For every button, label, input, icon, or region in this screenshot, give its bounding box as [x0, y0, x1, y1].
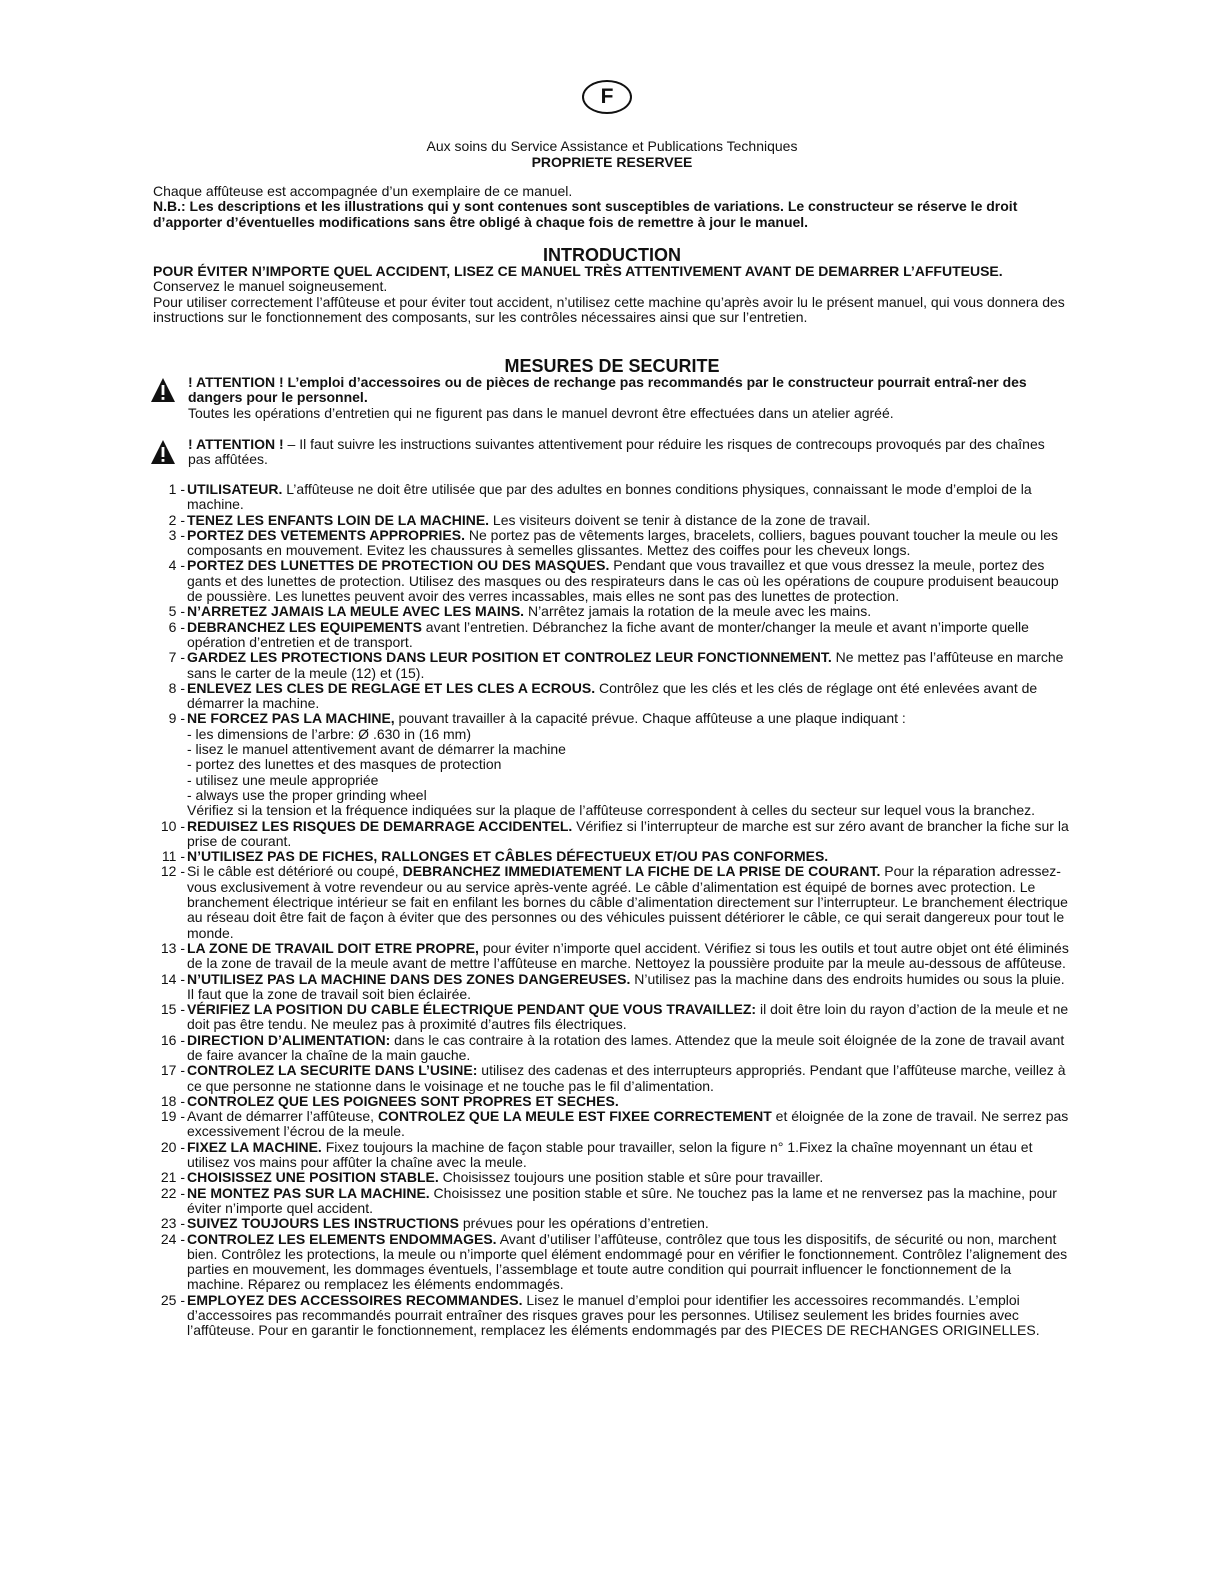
warning-1-text [188, 375, 1068, 421]
rule-number: 24 - [160, 1230, 185, 1247]
rule-number: 25 - [160, 1291, 185, 1308]
rule-heading: N’ARRETEZ JAMAIS LA MEULE AVEC LES MAINS. [187, 603, 525, 620]
nb-note: N.B.: Les descriptions et les illustrations qui y sont contenues sont susceptibles de variations. Le constructeur se réserve le droit d’apporter d’éventuelles modifications sans être obligé à chaque fois de remettre à jour le manuel. [153, 198, 1018, 230]
introduction-warning: POUR ÉVITER N’IMPORTE QUEL ACCIDENT, LISEZ CE MANUEL TRÈS ATTENTIVEMENT AVANT DE DEMARRER L’AFFUTEUSE. [153, 263, 1003, 279]
rule-heading: GARDEZ LES PROTECTIONS DANS LEUR POSITION ET CONTROLEZ LEUR FONCTIONNEMENT. [187, 649, 832, 666]
rule-number: 5 - [168, 603, 185, 620]
rule-item [150, 1140, 1070, 1171]
rule-text: Fixez toujours la machine de façon stable pour travailler, selon la figure n° 1.Fixez la chaîne moyennant un étau et utilisez vos mains pour affûter la chaîne avec la meule. [187, 1138, 1033, 1171]
rule-number: 23 - [160, 1215, 185, 1232]
rule-heading: VÉRIFIEZ LA POSITION DU CABLE ÉLECTRIQUE PENDANT QUE VOUS TRAVAILLEZ: [187, 1001, 757, 1018]
rule-heading: LA ZONE DE TRAVAIL DOIT ETRE PROPRE, [187, 939, 479, 956]
rule-number: 6 - [168, 618, 185, 635]
warning-2-text [188, 437, 1068, 468]
rule-heading: N’UTILISEZ PAS LA MACHINE DANS DES ZONES DANGEREUSES. [187, 970, 631, 987]
rule-heading: ENLEVEZ LES CLES DE REGLAGE ET LES CLES A ECROUS. [187, 679, 596, 696]
rule-text: dans le cas contraire à la rotation des lames. Attendez que la meule soit éloignée de la zone de travail avant de faire avancer la chaîne de la main gauche. [187, 1031, 1065, 1063]
rule-heading: CONTROLEZ QUE LES POIGNEES SONT PROPRES ET SECHES. [187, 1092, 619, 1109]
introduction-title: INTRODUCTION [543, 245, 681, 265]
rule-item [150, 972, 1070, 1003]
rule-heading: N’UTILISEZ PAS DE FICHES, RALLONGES ET CÂBLES DÉFECTUEUX ET/OU PAS CONFORMES. [187, 848, 829, 865]
warning-2-body: – Il faut suivre les instructions suivantes attentivement pour réduire les risques de contrecoups provoqués par des chaînes pas affûtées. [188, 436, 1045, 468]
rule-number: 15 - [160, 1001, 185, 1018]
rule-item [150, 1094, 1070, 1109]
rule-number: 19 - [160, 1108, 185, 1125]
rule-sub-item: - lisez le manuel attentivement avant de démarrer la machine [187, 741, 566, 758]
rule-item [150, 1170, 1070, 1185]
safety-title: MESURES DE SECURITE [504, 356, 720, 376]
warning-1-body: Toutes les opérations d’entretien qui ne figurent pas dans le manuel devront être effectuées dans un atelier agréé. [188, 404, 894, 421]
rule-lead-text: Avant de démarrer l’affûteuse, [187, 1108, 378, 1125]
rule-item [150, 1186, 1070, 1217]
rule-number: 17 - [160, 1062, 185, 1079]
rule-number: 10 - [160, 817, 185, 834]
rule-heading: EMPLOYEZ DES ACCESSOIRES RECOMMANDES. [187, 1291, 523, 1308]
rule-lead-text: Si le câble est détérioré ou coupé, [187, 863, 403, 880]
rule-heading: REDUISEZ LES RISQUES DE DEMARRAGE ACCIDENTEL. [187, 817, 573, 834]
rule-text: L’affûteuse ne doit être utilisée que par des adultes en bonnes conditions physiques, connaissant le mode d’emploi de la machine. [187, 481, 1032, 513]
language-badge [582, 80, 632, 114]
rule-item [150, 711, 1070, 818]
rule-heading: CONTROLEZ LA SECURITE DANS L’USINE: [187, 1062, 478, 1079]
rule-heading: PORTEZ DES LUNETTES DE PROTECTION OU DES MASQUES. [187, 557, 610, 574]
rule-item [150, 681, 1070, 712]
rule-item [150, 528, 1070, 559]
rule-heading: SUIVEZ TOUJOURS LES INSTRUCTIONS [187, 1215, 459, 1232]
rule-number: 8 - [168, 679, 185, 696]
rule-heading: PORTEZ DES VETEMENTS APPROPRIES. [187, 526, 465, 543]
rule-number: 2 - [168, 511, 185, 528]
rule-item [150, 941, 1070, 972]
rule-sub-item: - utilisez une meule appropriée [187, 771, 379, 788]
introduction-block [153, 264, 1068, 325]
rule-number: 16 - [160, 1031, 185, 1048]
rule-item [150, 482, 1070, 513]
rule-text: Pour la réparation adressez-vous exclusivement à votre revendeur ou au service après-vente agréé. Le câble d’alimentation est équipé de bornes avec protection. Le branchement électrique intérieur se fait en enfilant les bornes du câble d’alimentation directement sur l’interrupteur. Le branchement électrique au réseau doit être fait de façon à éviter que des personnes ou des véhicules puissent détériorer le câble, ce qui serait dangereux pour tout le monde. [187, 863, 1068, 941]
warning-1-bold: ! ATTENTION ! L’emploi d’accessoires ou de pièces de rechange pas recommandés par le constructeur pourrait entraî-ner des dangers pour le personnel. [188, 374, 1027, 406]
rule-heading: FIXEZ LA MACHINE. [187, 1138, 322, 1155]
rule-item [150, 1002, 1070, 1033]
rule-text: pouvant travailler à la capacité prévue. Chaque affûteuse a une plaque indiquant : [394, 710, 906, 727]
rule-number: 12 - [160, 863, 185, 880]
rule-number: 21 - [160, 1169, 185, 1186]
rule-text: il doit être loin du rayon d’action de la meule et ne doit pas être tendu. Ne meulez pas à proximité d’autres fils électriques. [187, 1001, 1069, 1033]
rule-text: N’utilisez pas la machine dans des endroits humides ou sous la pluie. Il faut que la zone de travail soit bien éclairée. [187, 970, 1065, 1002]
introduction-keep: Conservez le manuel soigneusement. [153, 278, 388, 295]
department-line: Aux soins du Service Assistance et Publications Techniques [426, 138, 798, 154]
rule-text: Lisez le manuel d’emploi pour identifier les accessoires recommandés. L’emploi d’accessoires pas recommandés pourrait entraîner des risques graves pour les personnes. Utilisez seulement les brides fournies avec l’affûteuse. Pour en garantir le fonctionnement, remplacez les éléments endommagés par des PIECES DE RECHANGES ORIGINELLES. [187, 1291, 1040, 1339]
rule-text: Ne portez pas de vêtements larges, bracelets, colliers, bagues pouvant toucher la meule ou les composants en mouvement. Evitez les chaussures à semelles glissantes. Mettez des coiffes pour les cheveux longs. [187, 526, 1058, 559]
rule-heading: CHOISISSEZ UNE POSITION STABLE. [187, 1169, 439, 1186]
rule-number: 13 - [160, 939, 185, 956]
rule-item [150, 558, 1070, 604]
rule-sub-item: - les dimensions de l’arbre: Ø .630 in (16 mm) [187, 725, 471, 742]
rule-text: utilisez des cadenas et des interrupteurs appropriés. Pendant que l’affûteuse marche, veillez à ce que personne ne stationne dans le voisinage et ne touche pas le fil d’alimentation. [187, 1062, 1066, 1094]
introduction-body: Pour utiliser correctement l’affûteuse et pour éviter tout accident, n’utilisez cette machine qu’après avoir lu le présent manuel, qui vous donnera des instructions sur le fonctionnement des composants, sur les contrôles nécessaires ainsi que sur l’entretien. [153, 293, 1065, 325]
rule-number: 4 - [168, 557, 185, 574]
rule-sub-item: - portez des lunettes et des masques de protection [187, 756, 502, 773]
rule-number: 1 - [168, 481, 185, 497]
rule-heading: CONTROLEZ LES ELEMENTS ENDOMMAGES. [187, 1230, 497, 1247]
rule-item [150, 1232, 1070, 1293]
warning-triangle-icon [150, 439, 176, 465]
rule-item [150, 1109, 1070, 1140]
warning-2-bold: ! ATTENTION ! [188, 436, 284, 452]
language-letter: F [600, 85, 614, 108]
rule-item [150, 1033, 1070, 1064]
intro-note-block [153, 184, 1068, 230]
reserved-notice: PROPRIETE RESERVEE [531, 154, 693, 170]
intro-note: Chaque affûteuse est accompagnée d’un exemplaire de ce manuel. [153, 183, 573, 199]
rule-item [150, 650, 1070, 681]
rule-number: 20 - [160, 1138, 185, 1155]
rule-text: Pendant que vous travaillez et que vous dressez la meule, portez des gants et des lunettes de protection. Utilisez des masques ou des respirateurs dans le cas où les opérations de coupure produisent beaucoup de poussière. Les lunettes peuvent avoir des verres incassables, mais elles ne sont pas des lunettes de protection. [187, 557, 1059, 605]
rule-text: et éloignée de la zone de travail. Ne serrez pas excessivement l’écrou de la meule. [187, 1108, 1069, 1140]
rule-number: 11 - [161, 848, 185, 865]
rule-text: Les visiteurs doivent se tenir à distance de la zone de travail. [489, 511, 871, 528]
rule-text: prévues pour les opérations d’entretien. [459, 1215, 709, 1232]
rule-item [150, 1216, 1070, 1231]
rule-item [150, 513, 1070, 528]
rule-item [150, 819, 1070, 850]
rule-item [150, 604, 1070, 619]
rule-heading: NE MONTEZ PAS SUR LA MACHINE. [187, 1184, 430, 1201]
rule-text: Ne mettez pas l’affûteuse en marche sans le carter de la meule (12) et (15). [187, 649, 1064, 681]
rule-heading: NE FORCEZ PAS LA MACHINE, [187, 710, 395, 727]
rule-text: Vérifiez si l’interrupteur de marche est sur zéro avant de brancher la fiche sur la prise de courant. [187, 817, 1069, 849]
rule-heading: DEBRANCHEZ LES EQUIPEMENTS [187, 618, 422, 635]
rule-item [150, 864, 1070, 940]
rule-item [150, 1063, 1070, 1094]
rule-number: 9 - [168, 710, 185, 727]
rule-item [150, 849, 1070, 864]
warning-triangle-icon [150, 377, 176, 403]
rule-heading: UTILISATEUR. [187, 481, 283, 497]
rule-heading: CONTROLEZ QUE LA MEULE EST FIXEE CORRECTEMENT [377, 1108, 772, 1125]
safety-rules-list [150, 482, 1070, 1339]
rule-number: 7 - [168, 649, 185, 666]
rule-text: pour éviter n’importe quel accident. Vérifiez si tous les outils et tout autre objet ont été éliminés de la zone de travail de la meule avant de mettre l’affûteuse en marche. Nettoyez la poussière produite par la meule au-dessous de affûteuse. [187, 939, 1069, 972]
rule-number: 3 - [168, 526, 185, 543]
rule-sub-item: Vérifiez si la tension et la fréquence indiquées sur la plaque de l’affûteuse correspondent à celles du secteur sur lequel vous la branchez. [187, 802, 1036, 819]
rule-item [150, 1293, 1070, 1339]
rule-heading: TENEZ LES ENFANTS LOIN DE LA MACHINE. [187, 511, 490, 528]
rule-sub-item: - always use the proper grinding wheel [187, 786, 427, 803]
rule-text: Choisissez toujours une position stable et sûre pour travailler. [438, 1169, 824, 1186]
rule-number: 18 - [160, 1092, 185, 1109]
rule-number: 14 - [160, 970, 185, 987]
rule-text: N’arrêtez jamais la rotation de la meule avec les mains. [524, 603, 872, 620]
rule-text: Contrôlez que les clés et les clés de réglage ont été enlevées avant de démarrer la machine. [187, 679, 1038, 712]
rule-number: 22 - [160, 1184, 185, 1201]
rule-text: avant l’entretien. Débranchez la fiche avant de monter/changer la meule et avant n’importe quelle opération d’entretien et de transport. [187, 618, 1029, 650]
rule-item [150, 620, 1070, 651]
rule-text: Avant d’utiliser l’affûteuse, contrôlez que tous les dispositifs, de sécurité ou non, marchent bien. Contrôlez les protections, la meule ou n’importe quel élément endommagé pour en vérifier le fonctionnement. Contrôlez l’alignement des parties en mouvement, les dommages éventuels, l’assemblage et toute autre condition qui pourrait influencer le fonctionnement de la machine. Réparez ou remplacez les éléments endommagés. [187, 1230, 1068, 1293]
rule-heading: DEBRANCHEZ IMMEDIATEMENT LA FICHE DE LA PRISE DE COURANT. [402, 863, 881, 880]
rule-text: Choisissez une position stable et sûre. Ne touchez pas la lame et ne renversez pas la machine, pour éviter n’importe quel accident. [187, 1184, 1057, 1216]
rule-heading: DIRECTION D’ALIMENTATION: [187, 1031, 391, 1048]
